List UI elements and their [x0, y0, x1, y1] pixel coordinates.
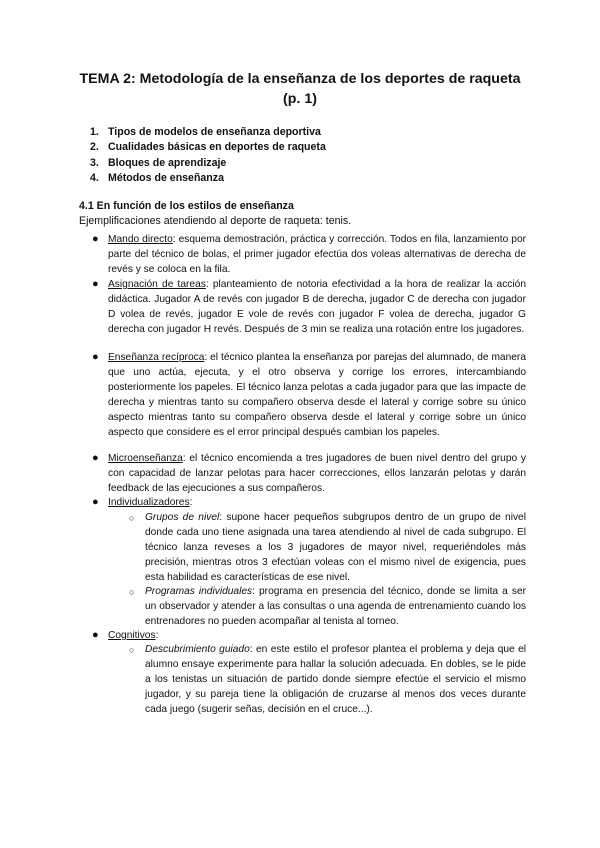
- toc-text: Tipos de modelos de enseñanza deportiva: [108, 126, 321, 138]
- sub-bullet-icon: ○: [129, 513, 135, 523]
- toc-text: Cualidades básicas en deportes de raqueta: [108, 141, 326, 154]
- list-item-programas-individuales: [145, 584, 526, 629]
- item-text: : esquema demostración, práctica y corrección. Todos en fila, lanzamiento por parte del técnico de bolas, el primer jugador efectúa dos voleas alternativas de derecha de revés y se coloca en la fila.: [108, 234, 526, 276]
- title-line-1: TEMA 2: Metodología de la enseñanza de los deportes de raqueta: [79, 71, 521, 87]
- toc-text: Métodos de enseñanza: [108, 171, 224, 184]
- toc-number: 3.: [90, 156, 99, 169]
- list-item-descubrimiento-guiado: [145, 642, 526, 717]
- list-item-cognitivos: [108, 628, 526, 643]
- item-text: : el técnico encomienda a tres jugadores de buen nivel dentro del grupo y con capacidad de lanzar pelotas para hacer correcciones, ellos lanzarán pelotas y darán feedback de las ejecuciones a sus compañeros.: [108, 453, 526, 495]
- item-term: Programas individuales: [145, 586, 253, 597]
- item-term: Individualizadores: [108, 497, 190, 508]
- item-text: : en este estilo el profesor plantea el problema y deja que el alumno ensaye experimente para hallar la solución adecuada. En dobles, se le pide a los tenistas un situación de partido donde siempre efectúe el servicio el mismo jugador, y su pareja tiene la obligación de cruzarse al menos dos veces durante cada juego (sugerir señas, decisión en el cruce...).: [145, 644, 526, 716]
- sub-bullet-icon: ○: [129, 645, 135, 655]
- item-term: Mando directo: [108, 234, 173, 245]
- toc-item: [90, 125, 326, 140]
- toc-item: [90, 171, 326, 186]
- list-item-asignacion-tareas: [108, 277, 526, 337]
- item-text: :: [155, 630, 159, 641]
- toc-number: 1.: [90, 126, 99, 138]
- table-of-contents: [90, 125, 326, 186]
- item-term: Grupos de nivel: [145, 512, 220, 523]
- bullet-icon: ●: [92, 496, 99, 508]
- list-item-ensenanza-reciproca: [108, 350, 526, 441]
- list-item-grupos-nivel: [145, 510, 526, 585]
- list-item-individualizadores: [108, 495, 526, 510]
- list-item-mando-directo: [108, 232, 526, 277]
- item-text: :: [189, 497, 193, 508]
- toc-number: 2.: [90, 141, 99, 154]
- item-term: Enseñanza recíproca: [108, 352, 205, 363]
- item-text: : supone hacer pequeños subgrupos dentro de un grupo de nivel donde cada uno tiene asignada una tarea atendiendo al nivel de cada subgrupo. El técnico lanza reveses a los 3 jugadores de mayor nivel, requeriéndoles más precisión, mientras otros 3 efectúan voleas con el mismo nivel de exigencia, pues esta habilidad es características de ese nivel.: [145, 512, 526, 584]
- toc-item: [90, 156, 326, 171]
- item-term: Cognitivos: [108, 630, 156, 641]
- bullet-icon: ●: [92, 351, 99, 363]
- page-title: [60, 69, 540, 109]
- toc-item: [90, 140, 326, 155]
- title-line-2: (p. 1): [283, 91, 317, 107]
- bullet-icon: ●: [92, 629, 99, 641]
- list-item-microensenanza: [108, 451, 526, 496]
- item-term: Asignación de tareas: [108, 279, 206, 290]
- item-text: : el técnico plantea la enseñanza por parejas del alumnado, de manera que uno actúa, ejecuta, y el otro observa y corrige los errores, intercambiando posteriormente los papeles. El técnico lanza pelotas a cada jugador para que las impacte de derecha y mientras tanto su compañero observa desde el lateral y corrige sobre su único aspecto mientras tanto su compañero observa desde el lateral y corrige sobre un único aspecto que considere es el error principal después cambian los papeles.: [108, 352, 526, 439]
- section-heading: 4.1 En función de los estilos de enseñanza: [79, 200, 294, 212]
- toc-number: 4.: [90, 171, 99, 184]
- item-text: : planteamiento de notoria efectividad a la hora de realizar la acción didáctica. Jugador A de revés con jugador B de derecha, jugador C de derecha con jugador D volea de revés, jugador E vole de revés con jugador F volea de derecha, jugador G derecha con jugador H revés. Después de 3 min se realiza una rotación entre los jugadores.: [108, 279, 526, 336]
- bullet-icon: ●: [92, 278, 99, 290]
- item-term: Microenseñanza: [108, 453, 183, 464]
- section-intro: Ejemplificaciones atendiendo al deporte de raqueta: tenis.: [79, 215, 352, 227]
- bullet-icon: ●: [92, 233, 99, 245]
- toc-text: Bloques de aprendizaje: [108, 156, 227, 169]
- bullet-icon: ●: [92, 452, 99, 464]
- sub-bullet-icon: ○: [129, 587, 135, 597]
- item-term: Descubrimiento guiado: [145, 644, 250, 655]
- item-text: : programa en presencia del técnico, donde se limita a ser un observador y atender a las consultas o una agenda de entrenamiento cuando los entrenadores no pueden acompañar al tenista al torneo.: [145, 586, 527, 628]
